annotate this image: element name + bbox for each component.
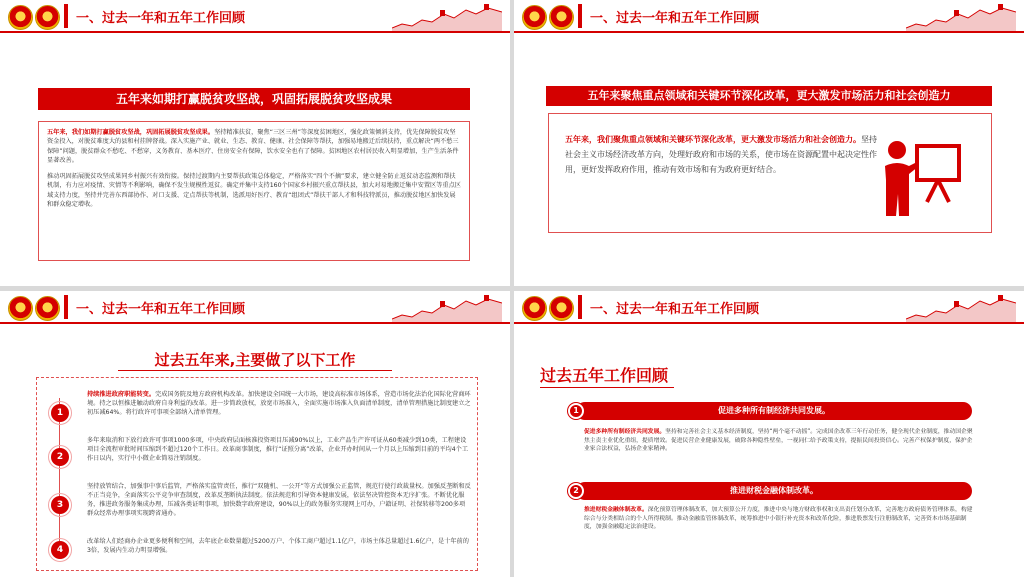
work-list [36, 377, 478, 571]
party-emblem-icon [522, 296, 547, 321]
title-accent-bar [578, 295, 582, 319]
content-box [38, 121, 470, 261]
item-banner: 推进财税金融体制改革。 [576, 482, 972, 500]
title-accent-bar [64, 295, 68, 319]
item-text: 改革给人们经商办企业更多便利和空间，去年底企业数量超过5200万户、个体工商户超过1.1亿户，市场主体总量超过1.6亿户，是十年前的3倍，发展内生动力明显增强。 [87, 538, 469, 554]
item-body: 深化预算管理体制改革，加大预算公开力度，推进中央与地方财政事权和支出责任划分改革，完善地方政府债务管理体系，构建综合与分类相结合的个人所得税制。推动金融监管体制改革，统筹推进中小银行补充资本和改革化险，推进股票发行注册制改革，完善资本市场基础制度，加强金融稳定法治建设。 [584, 507, 973, 531]
item-number: 3 [51, 496, 69, 514]
item-number: 4 [51, 541, 69, 559]
item-text [584, 506, 974, 532]
header-divider [0, 31, 510, 33]
slide-header [0, 291, 510, 327]
header-title: 一、过去一年和五年工作回顾 [590, 11, 760, 26]
content-text [565, 132, 881, 177]
paragraph-1 [47, 128, 461, 165]
item-text [87, 390, 471, 417]
title-underline [118, 370, 392, 371]
item-text: 坚持放管结合，加强事中事后监管，严格落实监管责任，推行“双随机、一公开”等方式加强公正监管，规范行使行政裁量权。加强反垄断和反不正当竞争，全面落实公平竞争审查制度，改革反垄断执法制度。依法规范和引导资本健康发展，依法坚决管控资本无序扩张。不断优化服务，推进政务服务集成办理，压减各类证明事项，加快数字政府建设，90%以上的政务服务实现网上可办，户籍证明、社保转移等200多项群众经常办理事项实现跨省通办。 [87, 483, 471, 517]
slide-header [0, 0, 510, 36]
section-banner: 五年来聚焦重点领域和关键环节深化改革，更大激发市场活力和社会创造力 [546, 86, 992, 106]
item-number: 1 [568, 403, 584, 419]
paragraph-2: 推动巩固拓展脱贫攻坚成果同乡村振兴有效衔接。保持过渡期内主要帮扶政策总体稳定，严格落实“四个不摘”要求，建立健全防止返贫动态监测和帮扶机制，有力应对疫情、灾情等不利影响，确保不发生规模性返贫。确定并集中支持160个国家乡村振兴重点帮扶县，加大对易地搬迁集中安置区等重点区域支持力度，坚持并完善东西部协作、对口支援、定点帮扶等机制，选派用好医疗、教育“组团式”帮扶干部人才和科技特派员，推动脱贫地区加快发展和群众稳定增收。 [47, 173, 461, 209]
paragraph-highlight: 五年来，我们如期打赢脱贫攻坚战，巩固拓展脱贫攻坚成果。 [47, 129, 215, 136]
national-emblem-icon [35, 5, 60, 30]
great-wall-decoration-icon [392, 293, 502, 323]
title-accent-bar [64, 4, 68, 28]
header-title: 一、过去一年和五年工作回顾 [76, 302, 246, 317]
title-accent-bar [578, 4, 582, 28]
text-highlight: 五年来，我们聚焦重点领域和关键环节深化改革，更大激发市场活力和社会创造力。 [565, 135, 861, 144]
presenter-board-icon [883, 132, 963, 218]
header-title: 一、过去一年和五年工作回顾 [76, 11, 246, 26]
slide-3[interactable] [0, 291, 510, 577]
slide-title: 过去五年工作回顾 [540, 366, 669, 385]
great-wall-decoration-icon [906, 293, 1016, 323]
header-divider [514, 322, 1024, 324]
national-emblem-icon [549, 296, 574, 321]
slide-title: 过去五年来,主要做了以下工作 [154, 351, 356, 369]
header-divider [514, 31, 1024, 33]
header-title: 一、过去一年和五年工作回顾 [590, 302, 760, 317]
national-emblem-icon [35, 296, 60, 321]
slide-header [514, 0, 1024, 36]
national-emblem-icon [549, 5, 574, 30]
party-emblem-icon [8, 296, 33, 321]
item-highlight: 持续推进政府职能转变。 [87, 391, 156, 398]
item-text: 多年来取消和下放行政许可事项1000多项，中央政府层面核准投资项目压减90%以上，工业产品生产许可证从60类减少到10类，工程建设项目全流程审批时间压缩到不超过120个工作日。改革商事制度，推行“证照分离”改革，企业开办时间从一个月以上压缩到目前的平均4个工作日以内，实行中小微企业简易注销制度。 [87, 437, 469, 462]
title-underline [540, 387, 674, 388]
great-wall-decoration-icon [392, 2, 502, 32]
item-body: 坚持和完善社会主义基本经济制度，坚持“两个毫不动摇”。完成国企改革三年行动任务，健全现代企业制度，推动国企聚焦主责主业优化重组，提质增效。促进民营企业健康发展，破除各种隐性壁垒，一视同仁给予政策支持，提振民间投资信心。完善产权保护制度，保护企业家合法权益，弘扬企业家精神。 [584, 429, 973, 453]
header-divider [0, 322, 510, 324]
item-banner: 促进多种所有制经济共同发展。 [576, 402, 972, 420]
item-highlight: 推进财税金融体制改革。 [584, 507, 648, 513]
text-body: 坚持社会主义市场经济改革方向，处理好政府和市场的关系，使市场在资源配置中起决定性作用，更好发挥政府作用，推动有效市场和有为政府更好结合。 [565, 135, 877, 174]
slide-2[interactable] [514, 0, 1024, 286]
item-body: 完成国务院及地方政府机构改革。加快建设全国统一大市场，建设高标准市场体系，营造市场化法治化国际化营商环境。持之以恒推进触动政府自身利益的改革。进一步简政放权，放宽市场准入，全面实施市场准入负面清单制度，清单管理措施比制度建立之初压减64%。将行政许可事项全部纳入清单管理。 [87, 391, 471, 416]
section-banner: 五年来如期打赢脱贫攻坚战，巩固拓展脱贫攻坚成果 [38, 88, 470, 110]
item-highlight: 促进多种所有制经济共同发展。 [584, 429, 666, 435]
item-text [584, 428, 974, 454]
content-box [548, 113, 992, 233]
party-emblem-icon [522, 5, 547, 30]
slide-1[interactable] [0, 0, 510, 286]
item-number: 1 [51, 404, 69, 422]
item-number: 2 [568, 483, 584, 499]
slide-4[interactable] [514, 291, 1024, 577]
item-number: 2 [51, 448, 69, 466]
slide-header [514, 291, 1024, 327]
great-wall-decoration-icon [906, 2, 1016, 32]
party-emblem-icon [8, 5, 33, 30]
paragraph-text: 坚持精准扶贫，聚焦“三区三州”等深度贫困地区，强化政策倾斜支持，优先保障脱贫攻坚资金投入，对脱贫难度大的县和村挂牌督战。深入实施产业、就业、生态、教育、健康、社会保障等帮扶，加强易地搬迁后续扶持，重点解决“两不愁三保障”问题，脱贫群众不愁吃、不愁穿，义务教育、基本医疗、住房安全有保障，饮水安全也有了保障。贫困地区农村居民收入明显增加，生产生活条件显著改善。 [47, 129, 459, 164]
